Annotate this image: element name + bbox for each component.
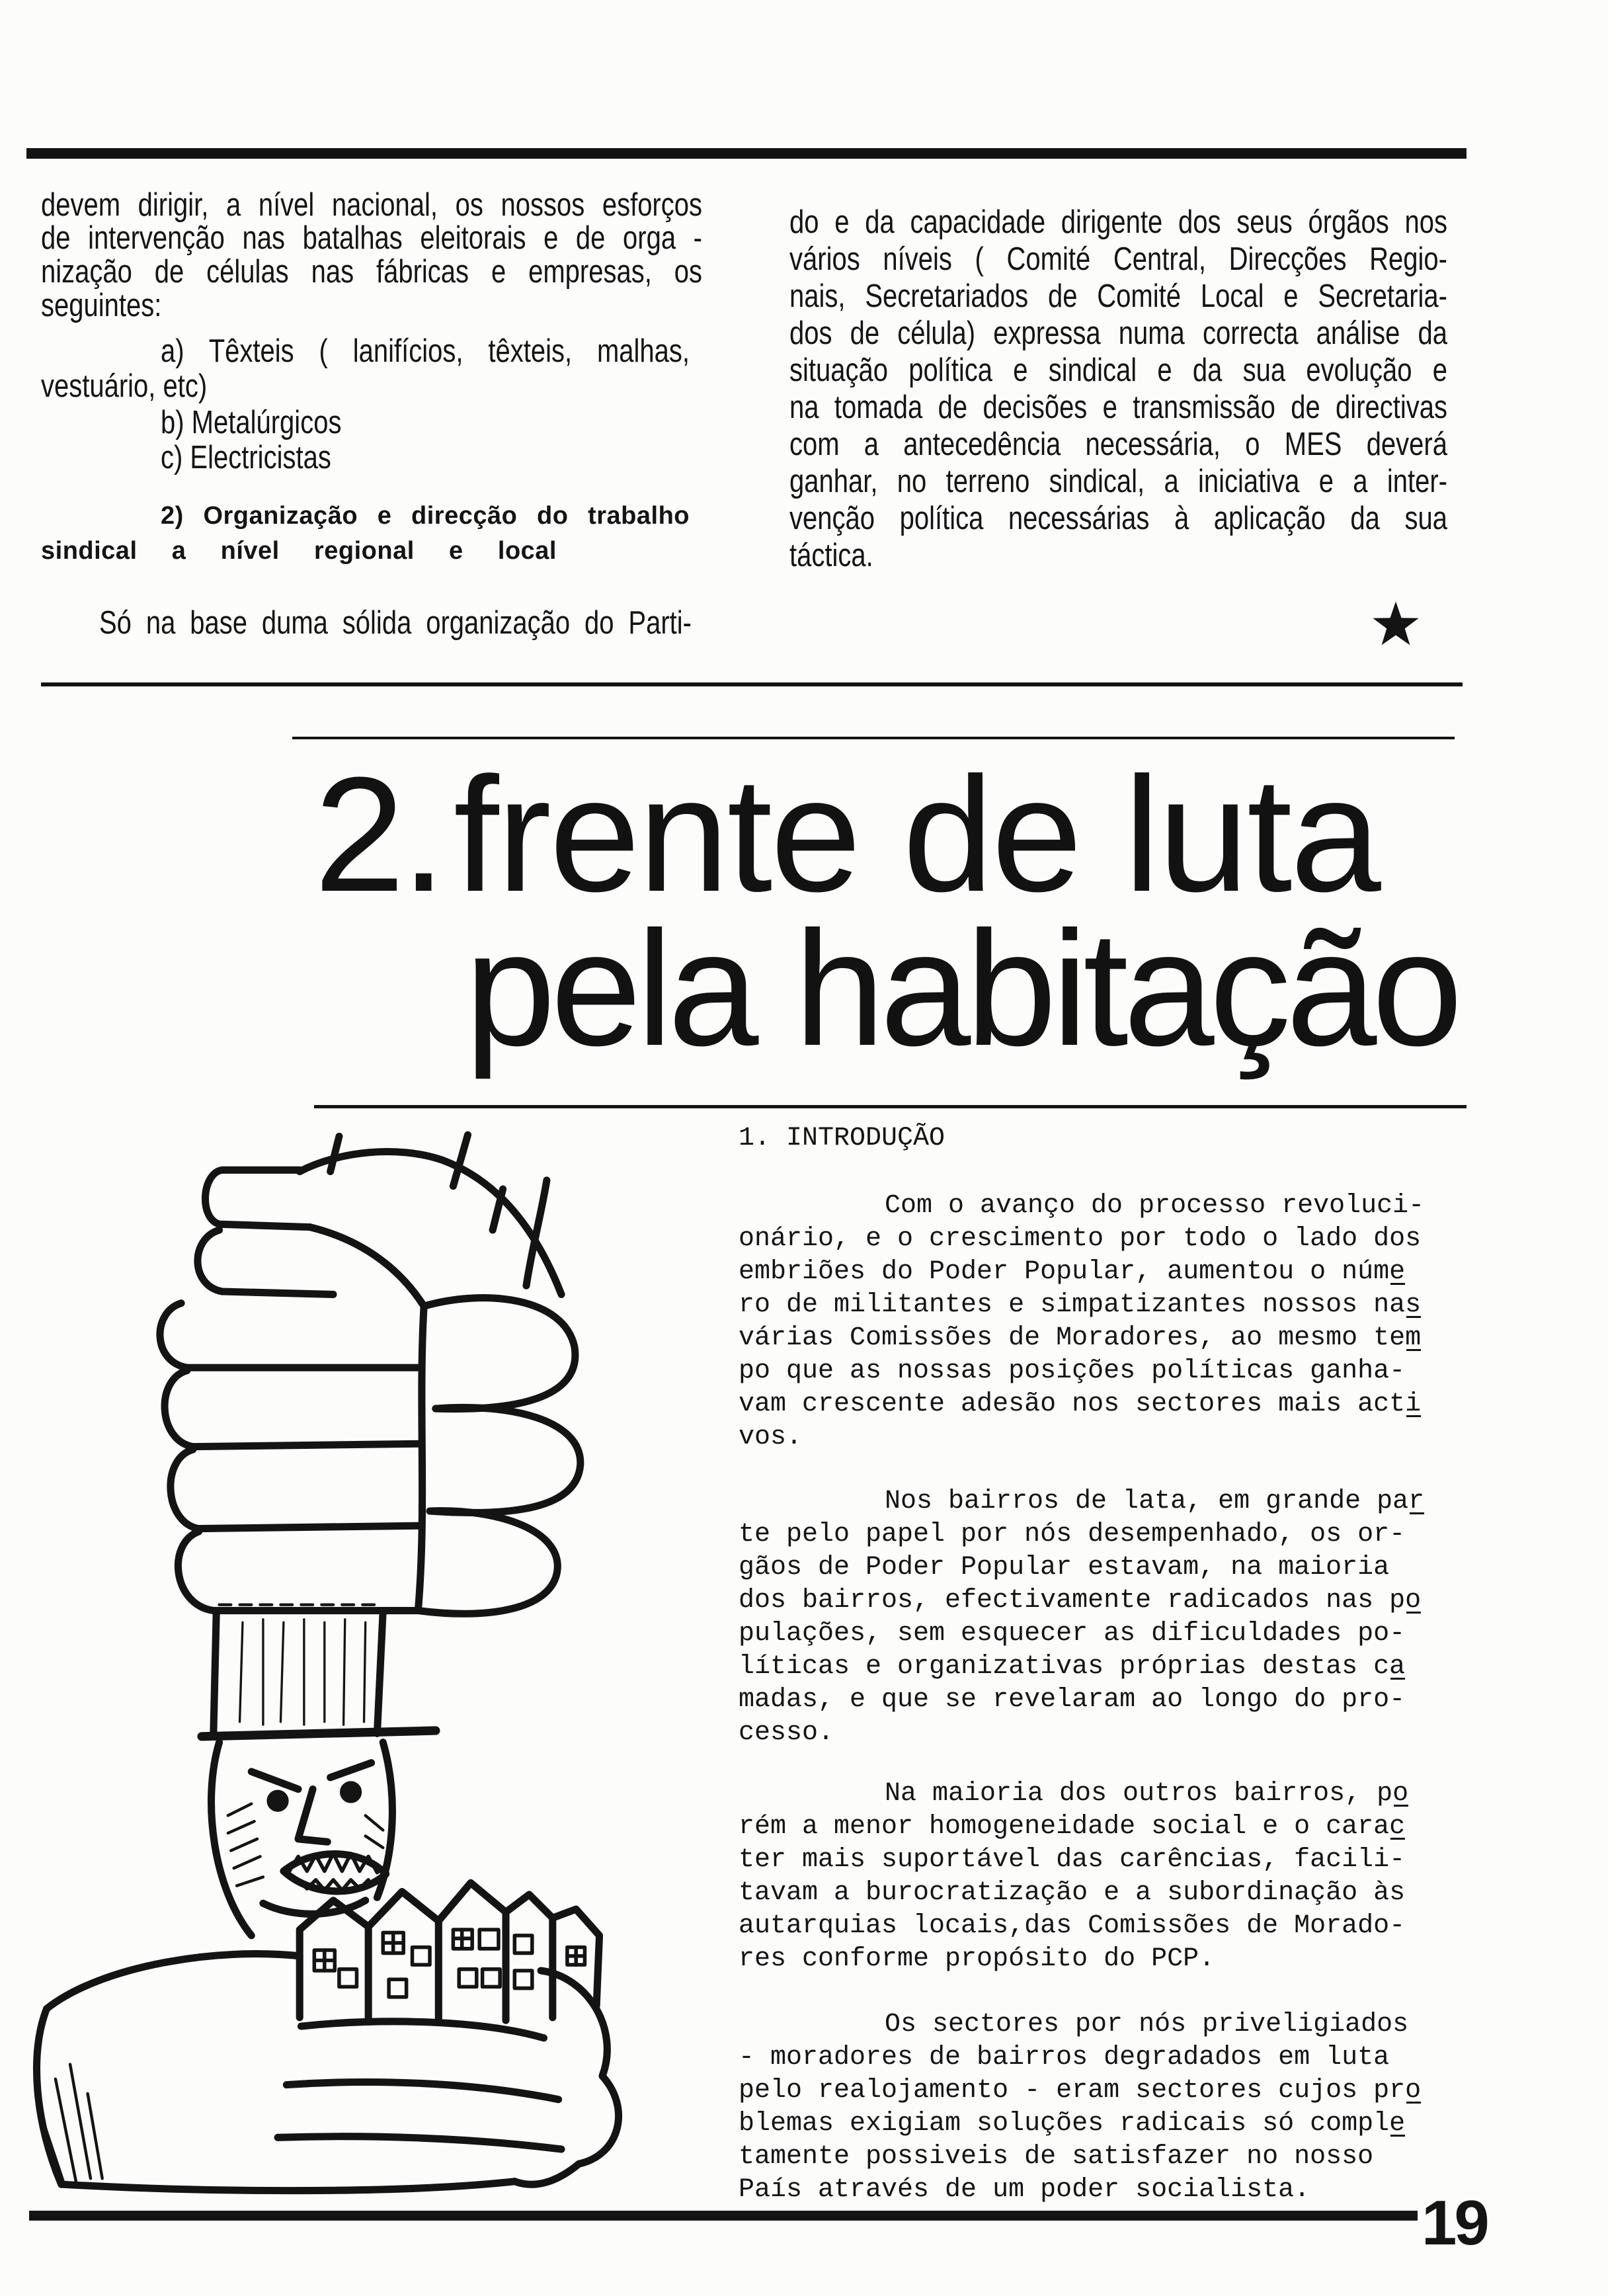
page-number: 19 <box>1422 2188 1487 2258</box>
paragraph-line: várias Comissões de Moradores, ao mesmo tem <box>739 1322 1466 1355</box>
paragraph-line: pulações, sem esquecer as dificuldades po- <box>739 1619 1406 1649</box>
right-column-line: situação política e sindical e da sua evolução e <box>789 352 1447 388</box>
right-column-line: venção política necessárias à aplicação da sua <box>789 501 1447 536</box>
paragraph-line: autarquias locais,das Comissões de Morado- <box>739 1911 1406 1941</box>
paragraph-line: líticas e organizativas próprias destas ca <box>739 1651 1466 1684</box>
paragraph-line: onário, e o crescimento por todo o lado dos <box>739 1224 1422 1254</box>
paragraph-line: Os sectores por nós priveligiados <box>885 2010 1409 2039</box>
face <box>212 1742 393 1936</box>
paragraph-line: gãos de Poder Popular estavam, na maioria <box>739 1553 1390 1582</box>
paragraph-line: Nos bairros de lata, em grande par <box>739 1485 1466 1518</box>
paragraph-line: vos. <box>739 1422 803 1452</box>
paragraph-line: tavam a burocratização e a subordinação às <box>739 1878 1406 1908</box>
right-column-line: táctica. <box>789 538 873 573</box>
left-column-line: de intervenção nas batalhas eleitorais e de orga - <box>41 220 702 256</box>
paragraph-1 <box>739 1190 1466 1454</box>
subheading-line-2: sindical a nível regional e local <box>41 537 557 565</box>
paragraph-line: - moradores de bairros degradados em luta <box>739 2043 1390 2072</box>
footer-rule <box>29 2211 1418 2221</box>
paragraph-line: embriões do Poder Popular, aumentou o núme <box>739 1256 1466 1289</box>
paragraph-line: rém a menor homogeneidade social e o carac <box>739 1811 1466 1844</box>
section-heading: 1. INTRODUÇÃO <box>739 1124 945 1153</box>
top-rule <box>26 148 1467 159</box>
title-line-2: pela habitação <box>465 897 1458 1080</box>
paragraph-line: pelo realojamento - eram sectores cujos pro <box>739 2074 1466 2108</box>
paragraph-line: madas, e que se revelaram ao longo do pro- <box>739 1685 1406 1715</box>
section-divider-rule <box>41 682 1463 686</box>
paragraph-line: vam crescente adesão nos sectores mais acti <box>739 1388 1466 1421</box>
right-column-line: com a antecedência necessária, o MES deverá <box>789 427 1447 462</box>
left-column-line: seguintes: <box>41 288 162 323</box>
hat-cylinder <box>202 1605 436 1737</box>
paragraph-line: tamente possiveis de satisfazer no nosso <box>739 2142 1374 2172</box>
list-item-electricians: c) Electricistas <box>161 440 331 475</box>
paragraph-line: Na maioria dos outros bairros, po <box>739 1778 1466 1811</box>
left-column-line: Só na base duma sólida organização do Parti- <box>99 605 692 641</box>
list-item-metallurgy: b) Metalúrgicos <box>161 405 342 440</box>
right-column-line: vários níveis ( Comité Central, Direcções Regio- <box>789 241 1447 277</box>
title-bottom-rule <box>314 1105 1467 1108</box>
paragraph-2 <box>739 1485 1466 1750</box>
paragraph-line: ro de militantes e simpatizantes nossos nas <box>739 1289 1466 1322</box>
left-column-line: devem dirigir, a nível nacional, os nossos esforços <box>41 187 702 223</box>
paragraph-line: ter mais suportável das carências, facili- <box>739 1845 1406 1875</box>
subheading-line-1: 2) Organização e direcção do trabalho <box>161 502 690 530</box>
houses <box>300 1883 599 2020</box>
paragraph-line: te pelo papel por nós desempenhado, os or- <box>739 1520 1406 1549</box>
right-column-line: na tomada de decisões e transmissão de directivas <box>789 390 1447 425</box>
right-column-line: ganhar, no terreno sindical, a iniciativa e a inter- <box>789 464 1447 499</box>
left-column-line: vestuário, etc) <box>41 368 208 404</box>
paragraph-line: res conforme propósito do PCP. <box>739 1944 1215 1974</box>
title-line-1: frente de luta <box>454 743 1379 926</box>
right-column-line: nais, Secretariados de Comité Local e Secretaria- <box>789 278 1447 314</box>
title-top-rule <box>292 737 1455 739</box>
title-number: 2. <box>314 743 442 926</box>
paragraph-line: dos bairros, efectivamente radicados nas po <box>739 1584 1466 1618</box>
list-item-textiles: a) Têxteis ( lanifícios, têxteis, malhas, <box>161 333 690 369</box>
paragraph-3 <box>739 1778 1466 1976</box>
right-column-line: do e da capacidade dirigente dos seus órgãos nos <box>789 204 1447 240</box>
left-column-line: nização de células nas fábricas e empresas, os <box>41 254 702 290</box>
right-column-line: dos de célula) expressa numa correcta análise da <box>789 315 1447 351</box>
star-icon <box>1371 600 1421 651</box>
paragraph-line: cesso. <box>739 1718 834 1748</box>
paragraph-line: blemas exigiam soluções radicais só comple <box>739 2108 1466 2141</box>
fist <box>160 1152 581 1614</box>
fist-illustration <box>15 1113 658 2211</box>
paragraph-4 <box>739 2008 1466 2207</box>
paragraph-line: po que as nossas posições políticas ganha- <box>739 1356 1406 1386</box>
paragraph-line: País através de um poder socialista. <box>739 2175 1310 2205</box>
paragraph-line: Com o avanço do processo revoluci- <box>885 1191 1425 1221</box>
